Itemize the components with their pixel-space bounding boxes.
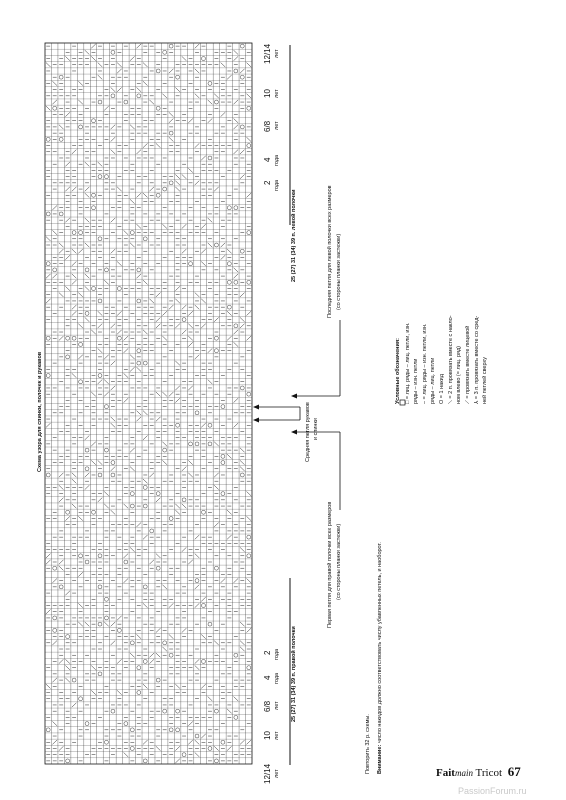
page-footer [436,764,521,780]
legend-item-4: ряды – лиц. петли [430,357,436,404]
left-front-stitch-count: 25 (27) 31 (34) 39 п. левой полочки [291,189,297,282]
size-bottom-1-sub: года [274,648,280,660]
legend-item-10: ней петлей сверху [482,357,488,404]
size-bottom-3-sub: лет [274,701,280,710]
attention-text: число накидов должно соответствовать числу убавленных петель, и наоборот. [377,542,383,745]
annotation-center-line1: Средняя петля рукавов [305,402,311,462]
legend-item-8: ⟋ = провязать вместе лицевой [465,325,471,404]
size-bottom-4-label: 10 [263,731,272,740]
attention-label: Внимание: [377,744,383,774]
size-top-1-sub: лет [274,49,280,58]
size-bottom-2-label: 4 [263,675,272,680]
legend-item-1: □ = лиц. ряды – лиц. петли, изн. [405,322,411,404]
annotation-left-front-line1: Последняя петля для левой полочки всех размеров [327,185,333,318]
annotation-left-front-line2: (со стороны планки застежки) [336,233,342,310]
annotation-right-front-line2: (со стороны планки застежки) [336,523,342,600]
legend-item-2: ряды – изн. петли [413,358,419,404]
page-number: 67 [507,764,521,779]
size-top-5-sub: года [274,179,280,191]
legend-item-5: О = 1 накид [439,374,445,404]
legend-item-9: ⅄ = 3 п. провязать вместе со сред- [474,315,480,404]
size-top-5-label: 2 [263,180,272,185]
annotation-center-line2: и спинки [313,418,319,440]
legend-item-7: ном влево (= лиц. ряд) [456,346,462,404]
size-bottom-4-sub: лет [274,731,280,740]
legend-item-3: – = лиц. ряды – изн. петли, изн. [422,323,428,404]
size-bottom-2-sub: года [274,672,280,684]
attention-note [378,542,384,774]
size-top-2-sub: лет [274,89,280,98]
size-top-2-label: 10 [263,89,272,98]
size-bottom-5-sub: лет [274,769,280,778]
watermark: PassionForum.ru [458,786,527,796]
size-top-1-label: 12/14 [263,43,272,64]
magazine-name: Tricot [475,767,503,779]
chart-title: Схема узора для спинки, полочек и рукавов [37,351,43,472]
size-top-3-sub: лет [274,121,280,130]
legend-item-6: ⟍ = 2 п. провязать вместе с накло- [448,315,454,404]
right-front-stitch-count: 25 (27) 31 (34) 39 п. правой полочки [291,626,297,722]
size-bottom-1-label: 2 [263,650,272,655]
magazine-brand: Faitmain [436,767,473,779]
size-top-4-label: 4 [263,157,272,162]
repeat-note: Повторить 32 р. схемы. [365,714,371,774]
annotation-right-front-line1: Первая петля для правой полочки всех размеров [327,501,333,628]
size-bottom-5-label: 12/14 [263,763,272,784]
size-top-3-label: 6/8 [263,120,272,132]
size-bottom-3-label: 6/8 [263,700,272,712]
size-top-4-sub: года [274,154,280,166]
chart-gridlines [45,43,252,764]
legend-title: Условные обозначения: [395,338,401,404]
